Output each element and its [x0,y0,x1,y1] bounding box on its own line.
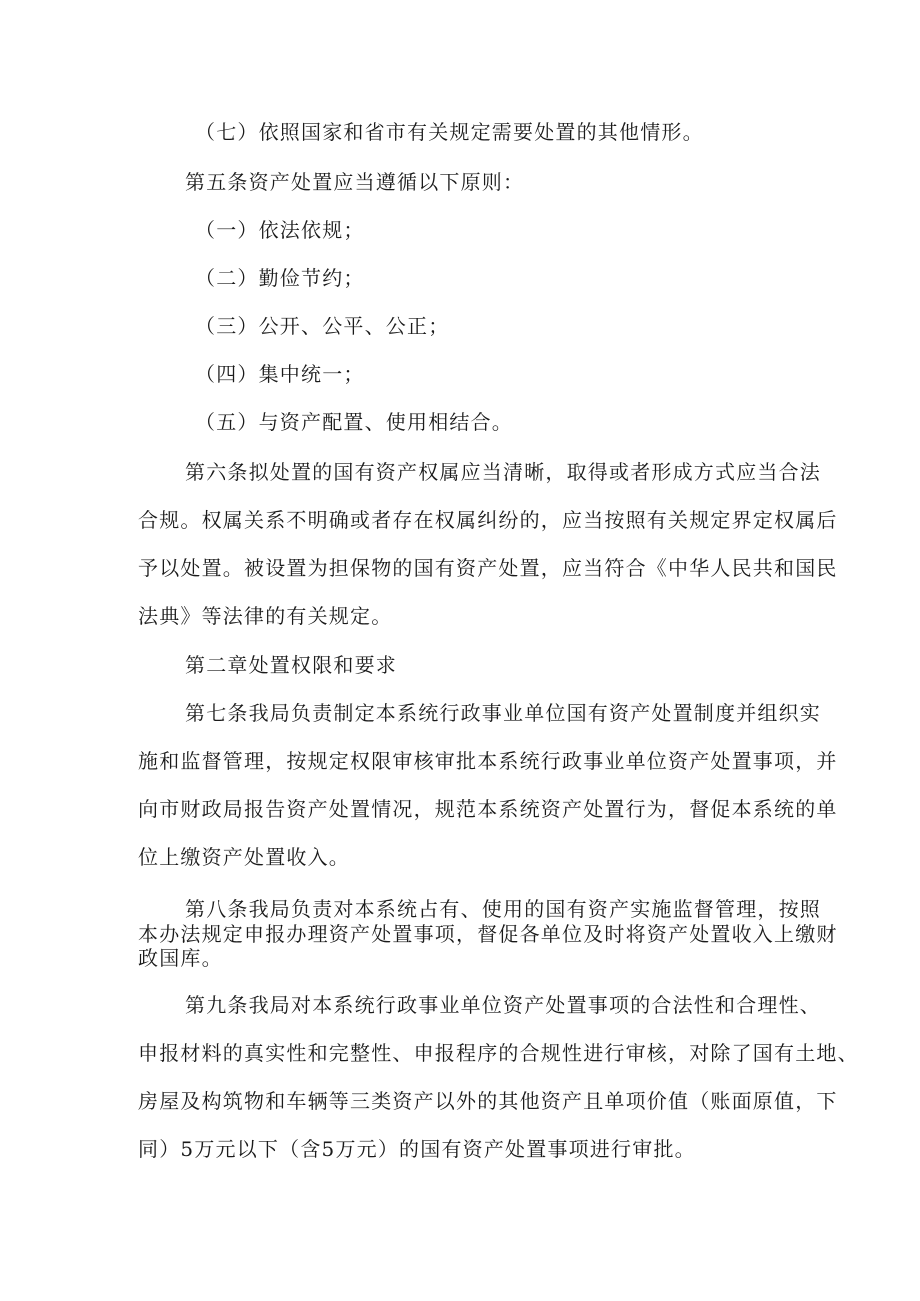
principle-5: （五）与资产配置、使用相结合。 [195,410,513,434]
principle-4: （四）集中统一； [195,362,365,386]
article-7-line-1: 第七条我局负责制定本系统行政事业单位国有资产处置制度并组织实 [185,701,821,725]
article-6-line-1: 第六条拟处置的国有资产权属应当清晰，取得或者形成方式应当合法 [185,460,821,484]
article-9-line-1: 第九条我局对本系统行政事业单位资产处置事项的合法性和合理性、 [185,993,821,1017]
principle-1: （一）依法依规； [195,218,365,242]
article-8-line-2: 本办法规定申报办理资产处置事项，督促各单位及时将资产处置收入上缴财 [138,922,838,946]
article-9-line-3: 房屋及构筑物和车辆等三类资产以外的其他资产且单项价值（账面原值，下 [138,1089,838,1113]
principle-2: （二）勤俭节约； [195,266,365,290]
article-9-line-4: 同）5万元以下（含5万元）的国有资产处置事项进行审批。 [138,1137,696,1161]
article-5-heading: 第五条资产处置应当遵循以下原则： [185,170,525,194]
article-7-line-4: 位上缴资产处置收入。 [138,845,350,869]
principle-3: （三）公开、公平、公正； [195,314,450,338]
article-6-line-3: 予以处置。被设置为担保物的国有资产处置，应当符合《中华人民共和国民 [138,556,838,580]
article-7-line-2: 施和监督管理，按规定权限审核审批本系统行政事业单位资产处置事项，并 [138,749,838,773]
chapter-2-heading: 第二章处置权限和要求 [185,653,397,677]
article-6-line-2: 合规。权属关系不明确或者存在权属纠纷的，应当按照有关规定界定权属后 [138,508,838,532]
article-7-line-3: 向市财政局报告资产处置情况，规范本系统资产处置行为，督促本系统的单 [138,797,838,821]
article-8-line-3: 政国库。 [138,946,223,970]
article-6-line-4: 法典》等法律的有关规定。 [138,604,393,628]
article-9-line-2: 申报材料的真实性和完整性、申报程序的合规性进行审核，对除了国有土地、 [138,1041,859,1065]
article-8-line-1: 第八条我局负责对本系统占有、使用的国有资产实施监督管理，按照 [185,897,821,921]
clause-item-7: （七）依照国家和省市有关规定需要处置的其他情形。 [195,120,704,144]
